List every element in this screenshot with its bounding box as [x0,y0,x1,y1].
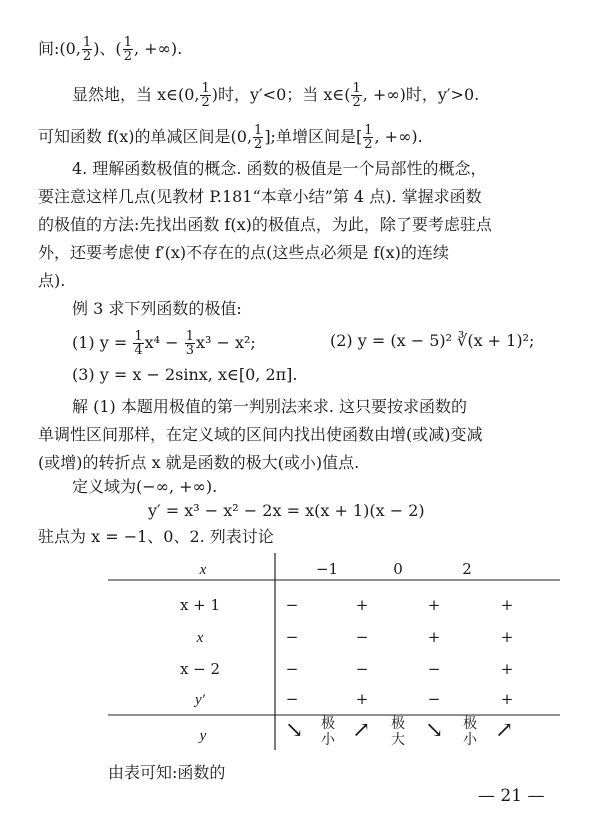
paragraph-line: 外，还要考虑使 f′(x)不存在的点(这些点必须是 f(x)的连续 [38,243,449,262]
fraction: $\frac{1}{2}$ [254,123,263,152]
arrow-down-right-icon: ↘ [425,718,444,743]
fraction: $\frac{1}{2}$ [364,123,373,152]
table-cell-sign: + [500,596,514,614]
text-line: 可知函数 f(x)的单减区间是(0, $\frac{1}{2}$ ];单增区间是[ $\frac{1}{2}$ , +∞). [38,123,423,152]
extremum-label: 极大 [391,716,405,748]
table-cell-sign: + [500,660,514,678]
table-row-label: x − 2 [179,660,221,678]
question-1: (1) y = $\frac{1}{4}$ x⁴ − $\frac{1}{3}$ x³ − x²; [72,329,256,358]
table-cell-sign: − [285,628,299,646]
text-line: 显然地，当 x∈(0, $\frac{1}{2}$ )时，y′<0；当 x∈( $\frac{1}{2}$ , +∞)时，y′>0. [72,81,480,110]
fraction: $\frac{1}{2}$ [352,81,361,110]
table-cell-sign: + [355,596,369,614]
table-cell-sign: − [355,660,369,678]
paragraph-line: 4. 理解函数极值的概念. 函数的极值是一个局部性的概念， [72,159,487,178]
question-3: (3) y = x − 2sinx, x∈[0, 2π]. [72,365,298,384]
domain-line: 定义域为(−∞, +∞). [72,477,218,496]
solution-line: 解 (1) 本题用极值的第一判别法来求. 这只要按求函数的 [72,397,468,416]
solution-line: 单调性区间那样，在定义域的区间内找出使函数由增(或减)变减 [38,425,483,444]
arrow-up-right-icon: ↗ [352,718,371,743]
stationary-points-line: 驻点为 x = −1、0、2. 列表讨论 [38,527,274,546]
question-2: (2) y = (x − 5)² ∛(x + 1)²; [330,331,535,350]
table-cell-sign: − [285,660,299,678]
fraction: $\frac{1}{4}$ [134,329,143,358]
table-cell-sign: − [355,628,369,646]
fraction: $\frac{1}{2}$ [123,35,132,64]
paragraph-line: 的极值的方法:先找出函数 f(x)的极值点，为此，除了要考虑驻点 [38,215,492,234]
table-cell-sign: − [285,596,299,614]
conclusion-line: 由表可知:函数的 [108,763,226,782]
paragraph-line: 点). [38,271,66,290]
table-row-label: y [199,728,207,744]
fraction: $\frac{1}{2}$ [82,35,92,64]
table-row-label: x [196,630,204,646]
table-point: 2 [462,560,472,578]
table-point: −1 [315,560,339,578]
table-point: 0 [393,560,403,578]
arrow-up-right-icon: ↗ [495,718,514,743]
table-cell-sign: − [285,690,299,708]
table-cell-sign: + [500,628,514,646]
paragraph-line: 要注意这样几点(见教材 P.181“本章小结”第 4 点). 掌握求函数 [38,187,482,206]
table-cell-sign: − [427,690,441,708]
derivative-line: y′ = x³ − x² − 2x = x(x + 1)(x − 2) [148,501,425,520]
fraction: $\frac{1}{3}$ [185,329,194,358]
table-cell-sign: − [427,660,441,678]
table-cell-sign: + [427,628,441,646]
solution-line: (或增)的转折点 x 就是函数的极大(或小)值点. [38,453,360,472]
table-header-x: x [199,562,207,578]
page-number: — 21 — [478,786,545,806]
extremum-label: 极小 [321,716,335,748]
example-heading: 例 3 求下列函数的极值: [72,299,242,318]
table-cell-sign: + [427,596,441,614]
arrow-down-right-icon: ↘ [285,718,304,743]
text-line: 间:(0, $\frac{1}{2}$ )、( $\frac{1}{2}$ , +∞). [38,35,183,64]
table-cell-sign: + [500,690,514,708]
table-row-label: y′ [195,692,205,708]
extremum-label: 极小 [463,716,477,748]
table-cell-sign: + [355,690,369,708]
fraction: $\frac{1}{2}$ [201,81,210,110]
table-row-label: x + 1 [179,596,221,614]
